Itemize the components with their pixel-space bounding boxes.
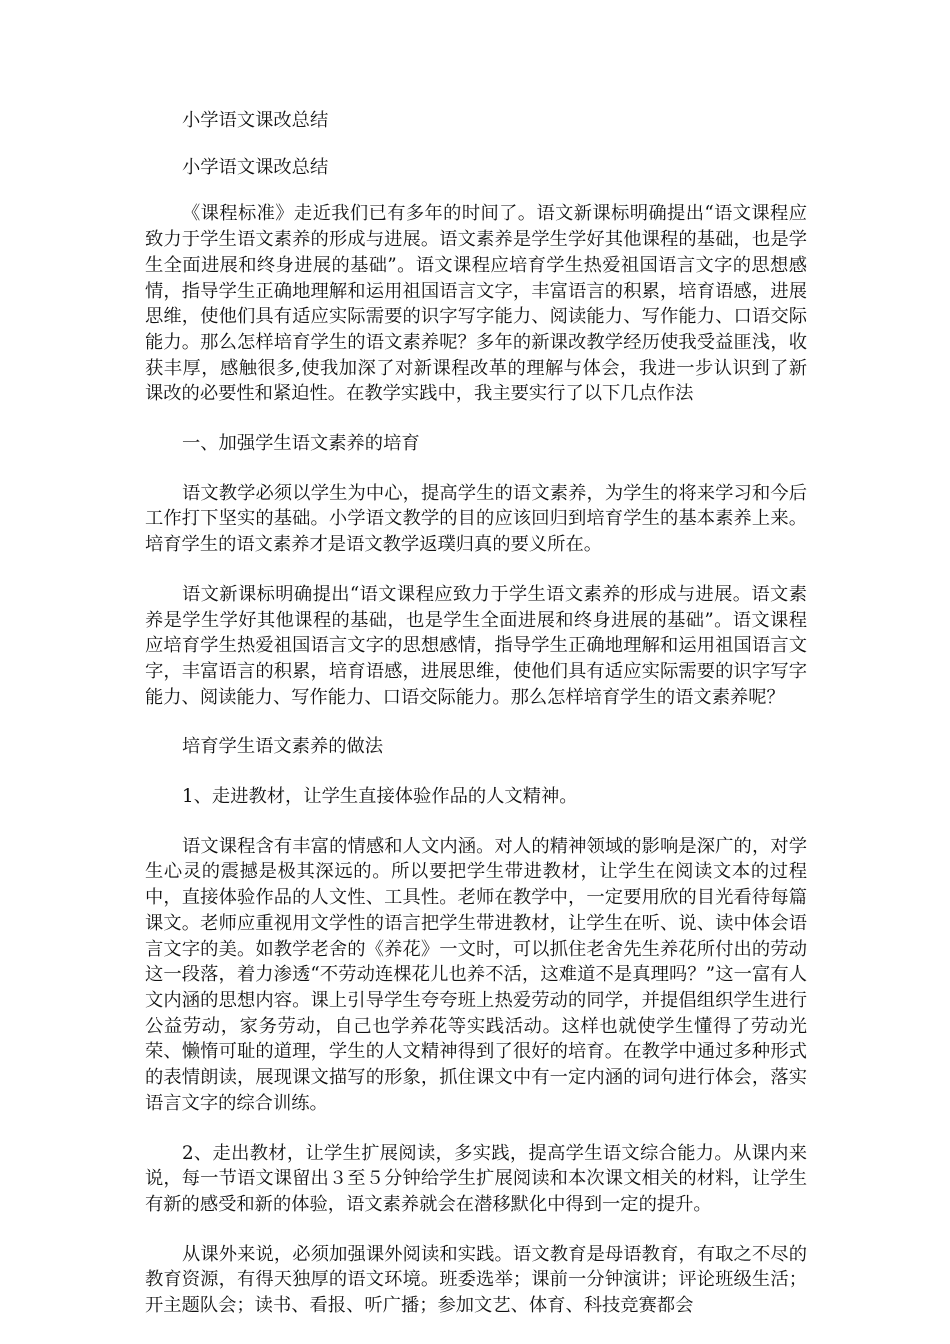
document-page <box>145 108 807 1319</box>
section-1-paragraph-2: 语文新课标明确提出“语文课程应致力于学生语文素养的形成与进展。语文素养是学生学好其他课程的基础，也是学生全面进展和终身进展的基础”。语文课程应培育学生热爱祖国语言文字的思想感情，指导学生正确地理解和运用祖国语言文字，丰富语言的积累，培育语感，进展思维，使他们具有适应实际需要的识字写字能力、阅读能力、写作能力、口语交际能力。那么怎样培育学生的语文素养呢？ <box>145 583 807 708</box>
outside-class-paragraph: 从课外来说，必须加强课外阅读和实践。语文教育是母语教育，有取之不尽的教育资源，有得天独厚的语文环境。班委选举；课前一分钟演讲；评论班级生活；开主题队会；读书、看报、听广播；参加文艺、体育、科技竞赛都会 <box>145 1243 807 1317</box>
section-1-paragraph-1: 语文教学必须以学生为中心，提高学生的语文素养，为学生的将来学习和今后工作打下坚实的基础。小学语文教学的目的应该回归到培育学生的基本素养上来。培育学生的语文素养才是语文教学返璞归真的要义所在。 <box>145 482 807 556</box>
section-heading-1: 一、加强学生语文素养的培育 <box>182 433 420 455</box>
item-1-heading: 1、走进教材，让学生直接体验作品的人文精神。 <box>182 786 578 808</box>
document-title: 小学语文课改总结 <box>182 110 329 131</box>
document-subtitle: 小学语文课改总结 <box>182 156 329 178</box>
methods-heading: 培育学生语文素养的做法 <box>182 736 384 758</box>
item-2-paragraph: 2、走出教材，让学生扩展阅读，多实践，提高学生语文综合能力。从课内来说，每一节语文课留出３至５分钟给学生扩展阅读和本次课文相关的材料，让学生有新的感受和新的体验，语文素养就会在潜移默化中得到一定的提升。 <box>145 1142 807 1215</box>
item-1-paragraph: 语文课程含有丰富的情感和人文内涵。对人的精神领域的影响是深广的，对学生心灵的震撼是极其深远的。所以要把学生带进教材，让学生在阅读文本的过程中，直接体验作品的人文性、工具性。老师在教学中，一定要用欣的目光看待每篇课文。老师应重视用文学性的语言把学生带进教材，让学生在听、说、读中体会语言文字的美。如教学老舍的《养花》一文时，可以抓住老舍先生养花所付出的劳动这一段落，着力渗透“不劳动连棵花儿也养不活，这难道不是真理吗？”这一富有人文内涵的思想内容。课上引导学生夸夸班上热爱劳动的同学，并提倡组织学生进行公益劳动，家务劳动，自己也学养花等实践活动。这样也就使学生懂得了劳动光荣、懒惰可耻的道理，学生的人文精神得到了很好的培育。在教学中通过多种形式的表情朗读，展现课文描写的形象，抓住课文中有一定内涵的词句进行体会，落实语言文字的综合训练。 <box>145 835 807 1114</box>
intro-paragraph: 《课程标准》走近我们已有多年的时间了。语文新课标明确提出“语文课程应致力于学生语文素养的形成与进展。语文素养是学生学好其他课程的基础，也是学生全面进展和终身进展的基础”。语文课程应培育学生热爱祖国语言文字的思想感情，指导学生正确地理解和运用祖国语言文字，丰富语言的积累，培育语感，进展思维，使他们具有适应实际需要的识字写字能力、阅读能力、写作能力、口语交际能力。那么怎样培育学生的语文素养呢？多年的新课改教学经历使我受益匪浅，收获丰厚，感触很多,使我加深了对新课程改革的理解与体会，我进一步认识到了新课改的必要性和紧迫性。在教学实践中，我主要实行了以下几点作法 <box>145 203 807 405</box>
